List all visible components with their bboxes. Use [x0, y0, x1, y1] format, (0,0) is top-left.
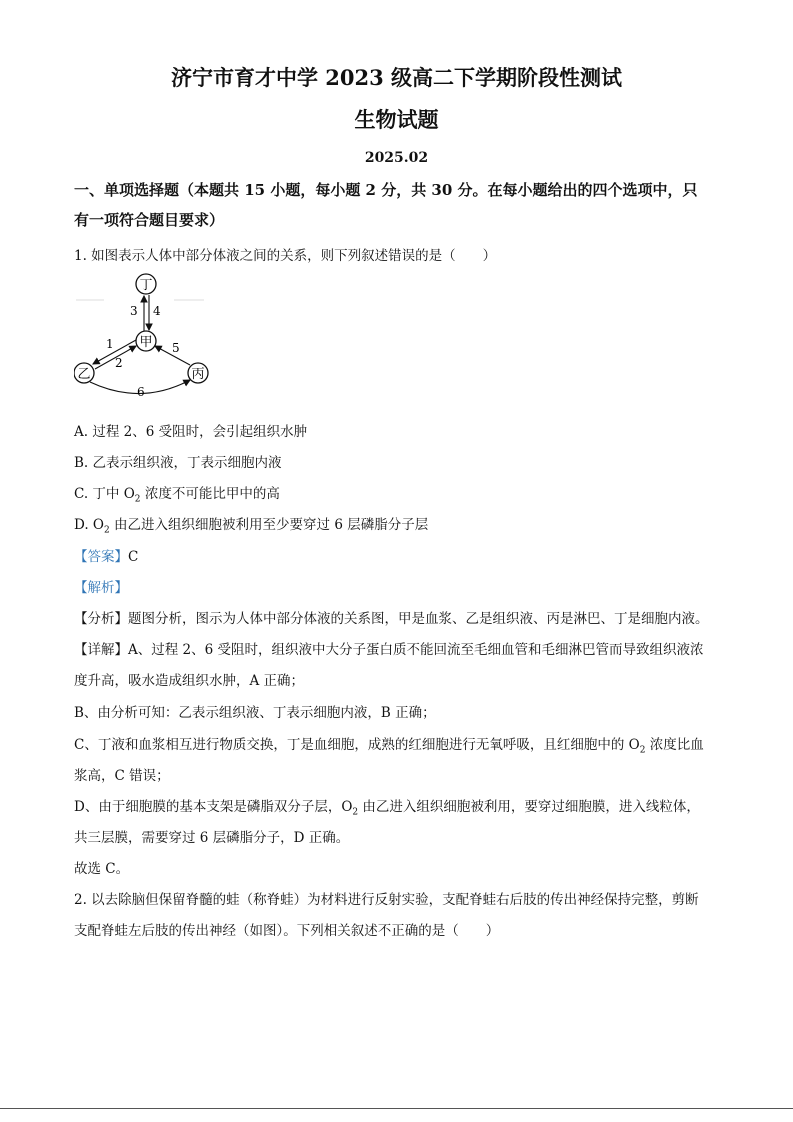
- exam-title: 济宁市育才中学 2023 级高二下学期阶段性测试: [170, 65, 623, 90]
- analysis-detail-line2: 度升高，吸水造成组织水肿，A 正确；: [74, 673, 305, 689]
- answer-value: C: [128, 549, 139, 565]
- node-bing-label: 丙: [191, 367, 205, 382]
- option-a: A. 过程 2、6 受阻时，会引起组织水肿: [74, 424, 308, 440]
- analysis-b: B、由分析可知：乙表示组织液、丁表示细胞内液，B 正确；: [74, 705, 436, 721]
- question-1-stem: 1. 如图表示人体中部分体液之间的关系，则下列叙述错误的是（ ）: [74, 248, 497, 264]
- label-3: 3: [130, 304, 138, 318]
- analysis-fenxi: 【分析】题图分析，图示为人体中部分体液的关系图，甲是血浆、乙是组织液、丙是淋巴、丁是细胞内液。: [74, 611, 709, 627]
- answer: [74, 545, 138, 565]
- option-b: B. 乙表示组织液，丁表示细胞内液: [74, 455, 282, 471]
- label-1: 1: [106, 337, 114, 351]
- node-jia-label: 甲: [139, 335, 153, 350]
- label-6: 6: [137, 385, 145, 398]
- exam-date: 2025.02: [364, 150, 429, 166]
- analysis-c-line1: C、丁液和血浆相互进行物质交换，丁是血细胞，成熟的红细胞进行无氧呼吸，且红细胞中的 $O_2$ 浓度比血: [74, 737, 704, 756]
- option-d: D. $O_2$ 由乙进入组织细胞被利用至少要穿过 6 层磷脂分子层: [74, 517, 429, 536]
- analysis-c-line2: 浆高，C 错误；: [74, 768, 170, 784]
- exam-subject: 生物试题: [354, 107, 439, 132]
- body-fluid-diagram: [74, 268, 224, 398]
- node-yi-label: 乙: [77, 367, 91, 382]
- option-c: C. 丁中 $O_2$ 浓度不可能比甲中的高: [74, 486, 280, 505]
- node-ding-label: 丁: [139, 278, 153, 293]
- analysis-d-line2: 共三层膜，需要穿过 6 层磷脂分子，D 正确。: [74, 830, 350, 846]
- section-heading-line2: 有一项符合题目要求）: [74, 211, 225, 229]
- label-5: 5: [172, 341, 180, 355]
- analysis-detail-line1: 【详解】A、过程 2、6 受阻时，组织液中大分子蛋白质不能回流至毛细血管和毛细淋巴管而导致组织液浓: [74, 642, 704, 658]
- conclusion: 故选 C。: [74, 861, 130, 877]
- section-heading-line1: 一、单项选择题（本题共 15 小题，每小题 2 分，共 30 分。在每小题给出的四个选项中，只: [74, 181, 698, 199]
- question-2-line2: 支配脊蛙左后肢的传出神经（如图）。下列相关叙述不正确的是（ ）: [74, 923, 500, 939]
- label-4: 4: [153, 304, 161, 318]
- answer-label: 【答案】: [74, 549, 128, 565]
- page-bottom-rule: [0, 1108, 793, 1109]
- question-2-line1: 2. 以去除脑但保留脊髓的蛙（称脊蛙）为材料进行反射实验，支配脊蛙右后肢的传出神经保持完整，剪断: [74, 892, 699, 908]
- analysis-label: 【解析】: [74, 580, 128, 596]
- analysis-d-line1: D、由于细胞膜的基本支架是磷脂双分子层，$O_2$ 由乙进入组织细胞被利用，要穿过细胞膜，进入线粒体，: [74, 799, 700, 818]
- label-2: 2: [115, 356, 123, 370]
